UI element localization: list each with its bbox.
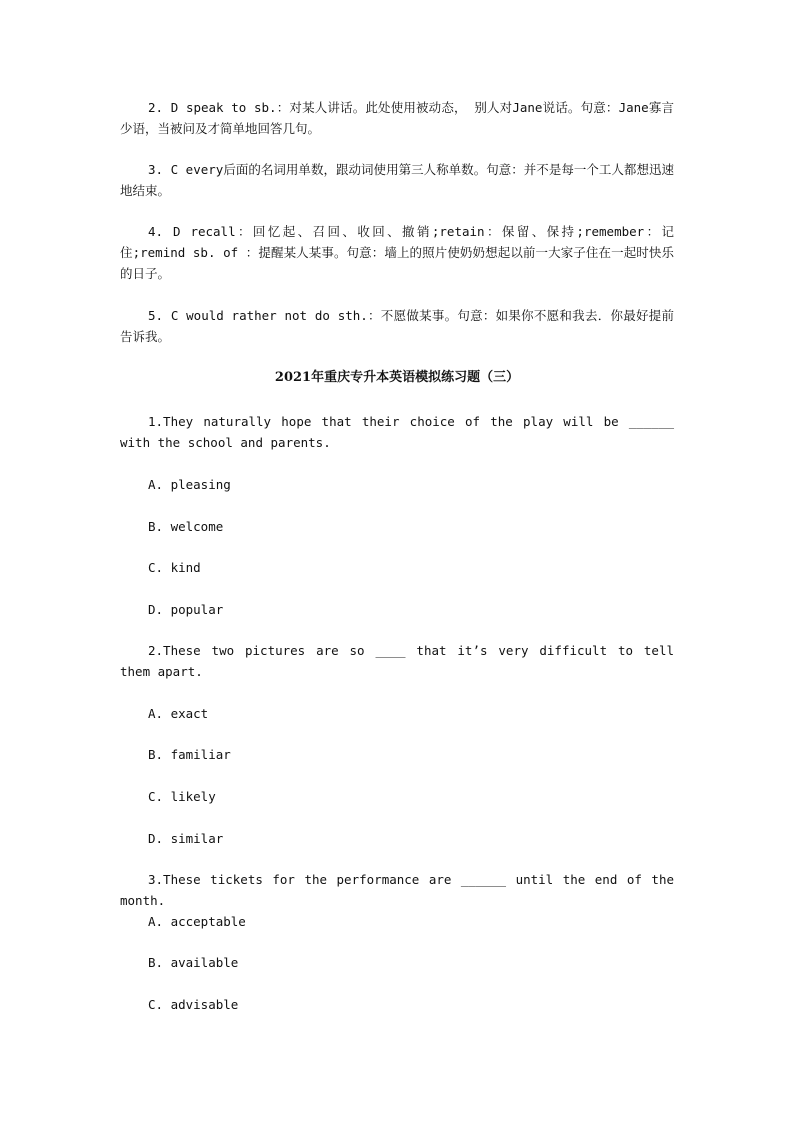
- question-1-option-d: D. popular: [148, 602, 224, 617]
- question-2-option-b: B. familiar: [148, 747, 231, 762]
- question-3-option-c: C. advisable: [148, 997, 239, 1012]
- question-2-option-d: D. similar: [148, 831, 224, 846]
- question-2-option-c: C. likely: [148, 789, 216, 804]
- question-2-stem: 2.These two pictures are so ____ that it’s very difficult to tell them apart.: [120, 643, 674, 679]
- answer-explanation-5: 5. C would rather not do sth.：不愿做某事。句意：如果你不愿和我去．你最好提前告诉我。: [120, 308, 674, 344]
- question-2-option-a: A. exact: [148, 706, 209, 721]
- question-3-option-b: B. available: [148, 955, 239, 970]
- question-1-option-b: B. welcome: [148, 519, 224, 534]
- question-1-option-a: A. pleasing: [148, 477, 231, 492]
- question-3-option-a: A. acceptable: [148, 914, 246, 929]
- answer-explanation-4: 4. D recall：回忆起、召回、收回、撤销;retain：保留、保持;remember：记住;remind sb. of ：提醒某人某事。句意：墙上的照片使奶奶想起以前一大家子住在一起时快乐的日子。: [120, 224, 674, 281]
- answer-explanation-3: 3. C every后面的名词用单数，跟动词使用第三人称单数。句意：并不是每一个工人都想迅速地结束。: [120, 162, 674, 198]
- question-1-stem: 1.They naturally hope that their choice of the play will be ______ with the school and parents.: [120, 414, 674, 450]
- answer-explanation-2: 2. D speak to sb.：对某人讲话。此处使用被动态， 别人对Jane说话。句意：Jane寡言少语，当被问及才简单地回答几句。: [120, 100, 674, 136]
- question-3-stem: 3.These tickets for the performance are ______ until the end of the month.: [120, 872, 674, 908]
- section-title: 2021年重庆专升本英语模拟练习题（三）: [274, 370, 520, 385]
- question-1-option-c: C. kind: [148, 560, 201, 575]
